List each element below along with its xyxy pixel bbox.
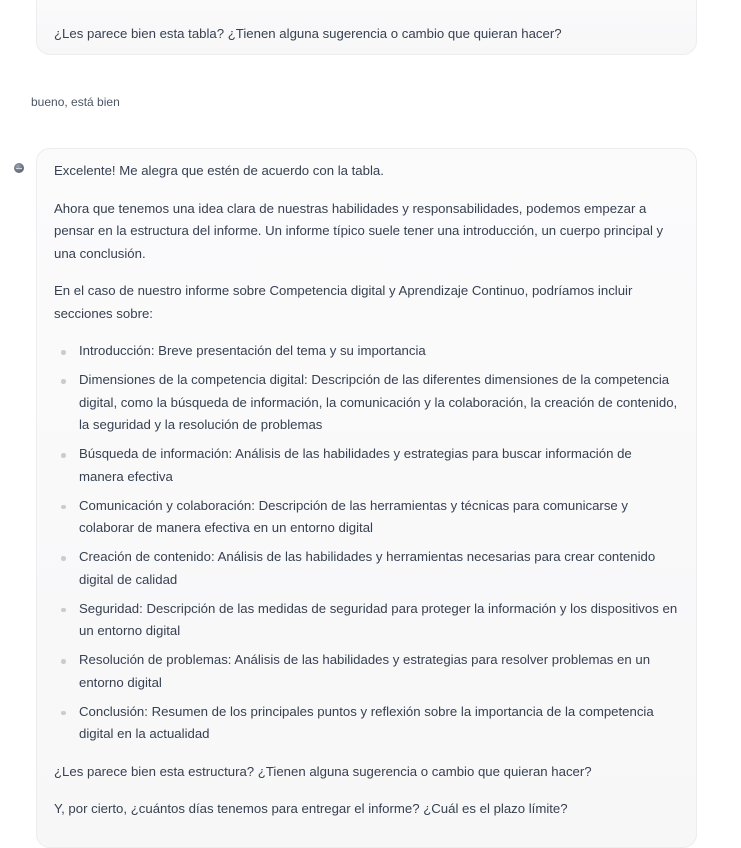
list-item: Creación de contenido: Análisis de las habilidades y herramientas necesarias para crear contenido digital de calidad (79, 546, 678, 591)
list-item: Seguridad: Descripción de las medidas de seguridad para proteger la información y los dispositivos en un entorno digital (79, 598, 678, 643)
assistant-avatar-icon (14, 163, 24, 173)
assistant-message (36, 148, 697, 848)
reply-paragraph: ¿Les parece bien esta estructura? ¿Tienen alguna sugerencia o cambio que quieran hacer? (54, 763, 592, 779)
reply-paragraph: Ahora que tenemos una idea clara de nuestras habilidades y responsabilidades, podemos empezar a pensar en la estructura del informe. Un informe típico suele tener una introducción, un cuerpo principal y una conclusión. (54, 200, 664, 261)
list-item: Introducción: Breve presentación del tema y su importancia (79, 340, 678, 363)
report-sections-list (54, 340, 678, 746)
list-item: Comunicación y colaboración: Descripción de las herramientas y técnicas para comunicarse y colaborar de manera efectiva en un entorno digital (79, 495, 678, 540)
reply-paragraph: Excelente! Me alegra que estén de acuerdo con la tabla. (54, 163, 384, 178)
reply-paragraph: En el caso de nuestro informe sobre Competencia digital y Aprendizaje Continuo, podríamos incluir secciones sobre: (54, 283, 633, 321)
list-item: Dimensiones de la competencia digital: Descripción de las diferentes dimensiones de la competencia digital, como la búsqueda de información, la comunicación y la colaboración, la creación de contenido, la seguridad y la resolución de problemas (79, 369, 678, 437)
list-item: Conclusión: Resumen de los principales puntos y reflexión sobre la importancia de la competencia digital en la actualidad (79, 701, 678, 746)
list-item: Búsqueda de información: Análisis de las habilidades y estrategias para buscar información de manera efectiva (79, 443, 678, 488)
reply-paragraph: Y, por cierto, ¿cuántos días tenemos para entregar el informe? ¿Cuál es el plazo límite? (54, 801, 568, 816)
previous-closing-question: ¿Les parece bien esta tabla? ¿Tienen alguna sugerencia o cambio que quieran hacer? (54, 26, 562, 41)
previous-assistant-message (36, 0, 697, 55)
list-item: Resolución de problemas: Análisis de las habilidades y estrategias para resolver problemas en un entorno digital (79, 649, 678, 694)
user-message: bueno, está bien (31, 95, 120, 109)
